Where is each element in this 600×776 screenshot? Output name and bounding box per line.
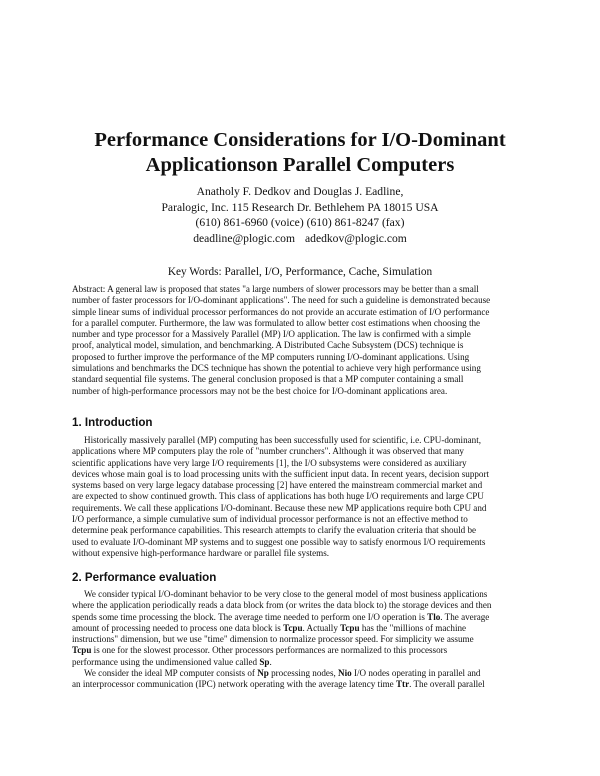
author-names: Anatholy F. Dedkov and Douglas J. Eadline, bbox=[196, 185, 404, 198]
abstract-line: proof, analytical model, simulation, and benchmarking. A Distributed Cache Subsystem (DCS) technique is bbox=[72, 340, 464, 351]
symbol-tcpu: Tcpu bbox=[283, 622, 303, 633]
title-line-1: Performance Considerations for I/O-Dominant bbox=[94, 129, 506, 151]
body-line: scientific applications have very large I/O requirements [1], the I/O subsystems were considered as auxiliary bbox=[72, 457, 467, 468]
paper-title bbox=[40, 128, 560, 178]
abstract-line: simulations and benchmarks the DCS technique has shown the potential to achieve very high performance using bbox=[72, 363, 481, 374]
abstract-line: number of high-performance processors may not be the best choice for I/O-dominant applications area. bbox=[72, 385, 448, 396]
abstract-line: for a parallel computer. Furthermore, the law was formulated to allow better cost estimations when choosing the bbox=[72, 317, 481, 328]
body-line: used to evaluate I/O-dominant MP systems and to suggest one possible way to satisfy enormous I/O requirements bbox=[72, 536, 486, 547]
text-run: . bbox=[269, 656, 272, 667]
abstract-line: standard sequential file systems. The general conclusion proposed is that a MP computer containing a small bbox=[72, 374, 464, 385]
performance-paragraph bbox=[72, 589, 538, 691]
body-line bbox=[72, 657, 538, 668]
introduction-paragraph bbox=[72, 435, 538, 559]
text-run: We consider the ideal MP computer consists of bbox=[84, 668, 258, 679]
symbol-np: Np bbox=[257, 668, 269, 679]
abstract bbox=[72, 284, 542, 397]
author-affiliation: Paralogic, Inc. 115 Research Dr. Bethlehem PA 18015 USA bbox=[161, 200, 439, 214]
text-run: processing nodes, bbox=[268, 668, 339, 679]
text-run: . Actually bbox=[302, 622, 341, 633]
body-line: are expected to show continued growth. This class of applications has both huge I/O requirements and large CPU bbox=[72, 491, 484, 502]
abstract-line: number and type processor for a Massively Parallel (MP) I/O application. The law is confirmed with a simple bbox=[72, 329, 471, 340]
abstract-line: proposed to further improve the performance of the MP computers running I/O-dominant applications. Using bbox=[72, 351, 470, 362]
abstract-line: simple linear sums of individual processor performances do not provide an accurate estimation of I/O performance bbox=[72, 306, 490, 317]
text-run: amount of processing needed to process one data block is bbox=[72, 622, 284, 633]
text-run: spends some time processing the block. The average time needed to perform one I/O operation is bbox=[72, 611, 428, 622]
body-line: Historically massively parallel (MP) computing has been successfully used for scientific, i.e. CPU-dominant, bbox=[84, 435, 482, 445]
body-line: determine peak performance capabilities. This research attempts to clarify the evaluation criteria that should be bbox=[72, 525, 477, 536]
body-line: where the application periodically reads a data block from (or writes the data block to) the storage devices and then bbox=[72, 600, 492, 611]
symbol-ttr: Ttr bbox=[395, 679, 410, 690]
email-eadline: deadline@plogic.com bbox=[193, 231, 295, 245]
symbol-nio: Nio bbox=[338, 668, 352, 679]
symbol-tcpu: Tcpu bbox=[72, 645, 92, 656]
abstract-line: number of faster processors for I/O-dominant applications". The need for such a guideline is demonstrated because bbox=[72, 295, 491, 306]
body-line: applications where MP computers play the role of "number crunchers". Although it was observed that many bbox=[72, 446, 464, 457]
symbol-sp: Sp bbox=[259, 656, 270, 667]
author-block bbox=[40, 184, 560, 246]
section-heading-performance-evaluation: 2. Performance evaluation bbox=[72, 571, 217, 584]
body-line: instructions" dimension, but we use "time" dimension to normalize processor speed. For simplicity we assume bbox=[72, 634, 474, 645]
text-run: an interprocessor communication (IPC) network operating with the average latency time bbox=[72, 679, 396, 690]
text-run: . The overall parallel bbox=[409, 679, 485, 690]
body-line bbox=[72, 623, 538, 634]
body-line bbox=[72, 679, 538, 690]
section-heading-introduction: 1. Introduction bbox=[72, 416, 153, 429]
body-line bbox=[72, 668, 538, 679]
body-line: devices whose main goal is to load processing units with the sufficient input data. In recent years, decision support bbox=[72, 468, 490, 479]
body-line: We consider typical I/O-dominant behavior to be very close to the general model of most business applications bbox=[84, 589, 488, 599]
keywords: Key Words: Parallel, I/O, Performance, Cache, Simulation bbox=[167, 266, 433, 278]
title-line-2: Applicationson Parallel Computers bbox=[145, 154, 455, 176]
email-dedkov: adedkov@plogic.com bbox=[305, 231, 407, 245]
text-run: I/O nodes operating in parallel and bbox=[351, 668, 481, 679]
symbol-tio: Tlo bbox=[427, 611, 441, 622]
text-run: is one for the slowest processor. Other processors performances are normalized to this processors bbox=[91, 645, 448, 656]
body-line: systems based on very large legacy database processing [2] have entered the mainstream commercial market and bbox=[72, 480, 483, 491]
body-line: I/O performance, a simple cumulative sum of individual processor performance is not an effective method to bbox=[72, 514, 468, 525]
author-phone: (610) 861-6960 (voice) (610) 861-8247 (fax) bbox=[195, 216, 405, 229]
text-run: performance using the undimensioned value called bbox=[72, 656, 260, 667]
body-line bbox=[72, 612, 538, 623]
body-line: without expensive high-performance hardware or parallel file systems. bbox=[72, 547, 330, 558]
body-line bbox=[72, 645, 538, 656]
text-run: has the "millions of machine bbox=[359, 622, 467, 633]
body-line: requirements. We call these applications I/O-dominant. Because these new MP applications require both CPU and bbox=[72, 502, 487, 513]
abstract-line: Abstract: A general law is proposed that states "a large numbers of slower processors may be better than a small bbox=[72, 284, 479, 294]
symbol-tcpu: Tcpu bbox=[340, 622, 360, 633]
author-emails bbox=[40, 231, 560, 247]
text-run: . The average bbox=[440, 611, 490, 622]
